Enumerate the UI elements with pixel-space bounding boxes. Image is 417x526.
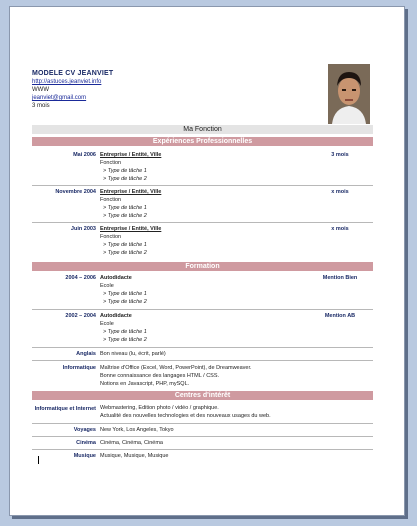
formation-task: > Type de tâche 1 bbox=[103, 329, 147, 335]
formation-school: Ecole bbox=[100, 283, 114, 289]
text-cursor bbox=[38, 456, 39, 464]
divider bbox=[32, 347, 373, 348]
www-text: WWW bbox=[32, 87, 49, 93]
document-page[interactable] bbox=[9, 6, 405, 516]
interest-text: Musique, Musique, Musique bbox=[100, 453, 169, 459]
skill-text: Bonne connaissance des langages HTML / CSS. bbox=[100, 373, 220, 379]
function-bar: Ma Fonction bbox=[32, 125, 373, 134]
divider bbox=[32, 436, 373, 437]
experience-task: > Type de tâche 2 bbox=[103, 176, 147, 182]
experience-company: Entreprise / Entité, Ville bbox=[100, 226, 162, 232]
interest-text: Actualité des nouvelles technologies et des nouveaux usages du web. bbox=[100, 413, 271, 419]
interest-label: Voyages bbox=[73, 427, 96, 433]
interest-text: New York, Los Angeles, Tokyo bbox=[100, 427, 174, 433]
experience-task: > Type de tâche 1 bbox=[103, 168, 147, 174]
divider bbox=[32, 360, 373, 361]
interest-text: Webmastering, Edition photo / vidéo / graphique. bbox=[100, 405, 219, 411]
skill-label: Informatique bbox=[62, 365, 96, 371]
divider bbox=[32, 222, 373, 223]
experience-task: > Type de tâche 1 bbox=[103, 205, 147, 211]
website-link[interactable]: http://astuces.jeanviet.info bbox=[32, 79, 102, 85]
experience-duration: x mois bbox=[331, 226, 349, 232]
experience-date: Mai 2006 bbox=[73, 152, 96, 158]
formation-task: > Type de tâche 2 bbox=[103, 337, 147, 343]
profile-photo bbox=[328, 64, 370, 124]
experience-date: Novembre 2004 bbox=[55, 189, 96, 195]
interest-label: Cinéma bbox=[76, 440, 96, 446]
interest-label: Musique bbox=[73, 453, 96, 459]
interest-text: Cinéma, Cinéma, Cinéma bbox=[100, 440, 163, 446]
experience-function: Fonction bbox=[100, 234, 122, 240]
skill-text: Maîtrise d'Office (Excel, Word, PowerPoint), de Dreamweaver. bbox=[100, 365, 252, 371]
experience-function: Fonction bbox=[100, 197, 122, 203]
skill-label: Anglais bbox=[76, 351, 96, 357]
cv-name: MODELE CV JEANVIET bbox=[32, 70, 114, 77]
formation-mention: Mention AB bbox=[324, 313, 356, 319]
experience-company: Entreprise / Entité, Ville bbox=[100, 189, 162, 195]
section-interests: Centres d'intérêt bbox=[32, 391, 373, 400]
formation-task: > Type de tâche 2 bbox=[103, 299, 147, 305]
skill-text: Bon niveau (lu, écrit, parlé) bbox=[100, 351, 166, 357]
experience-task: > Type de tâche 1 bbox=[103, 242, 147, 248]
experience-task: > Type de tâche 2 bbox=[103, 250, 147, 256]
experience-task: > Type de tâche 2 bbox=[103, 213, 147, 219]
experience-company: Entreprise / Entité, Ville bbox=[100, 152, 162, 158]
interest-label: Informatique et Internet bbox=[34, 406, 96, 412]
formation-school: Ecole bbox=[100, 321, 114, 327]
divider bbox=[32, 185, 373, 186]
divider bbox=[32, 423, 373, 424]
availability-text: 3 mois bbox=[32, 103, 50, 109]
experience-duration: x mois bbox=[331, 189, 349, 195]
section-formation: Formation bbox=[32, 262, 373, 271]
formation-task: > Type de tâche 1 bbox=[103, 291, 147, 297]
experience-date: Juin 2003 bbox=[70, 226, 96, 232]
formation-title: Autodidacte bbox=[100, 275, 132, 281]
formation-title: Autodidacte bbox=[100, 313, 132, 319]
formation-date: 2002 – 2004 bbox=[65, 313, 96, 319]
divider bbox=[32, 309, 373, 310]
email-link[interactable]: jeanviet@gmail.com bbox=[32, 95, 87, 101]
divider bbox=[32, 449, 373, 450]
formation-date: 2004 – 2006 bbox=[65, 275, 96, 281]
section-experience: Expériences Professionnelles bbox=[32, 137, 373, 146]
experience-duration: 3 mois bbox=[331, 152, 349, 158]
experience-function: Fonction bbox=[100, 160, 122, 166]
skill-text: Notions en Javascript, PHP, mySQL. bbox=[100, 381, 190, 387]
formation-mention: Mention Bien bbox=[322, 275, 358, 281]
